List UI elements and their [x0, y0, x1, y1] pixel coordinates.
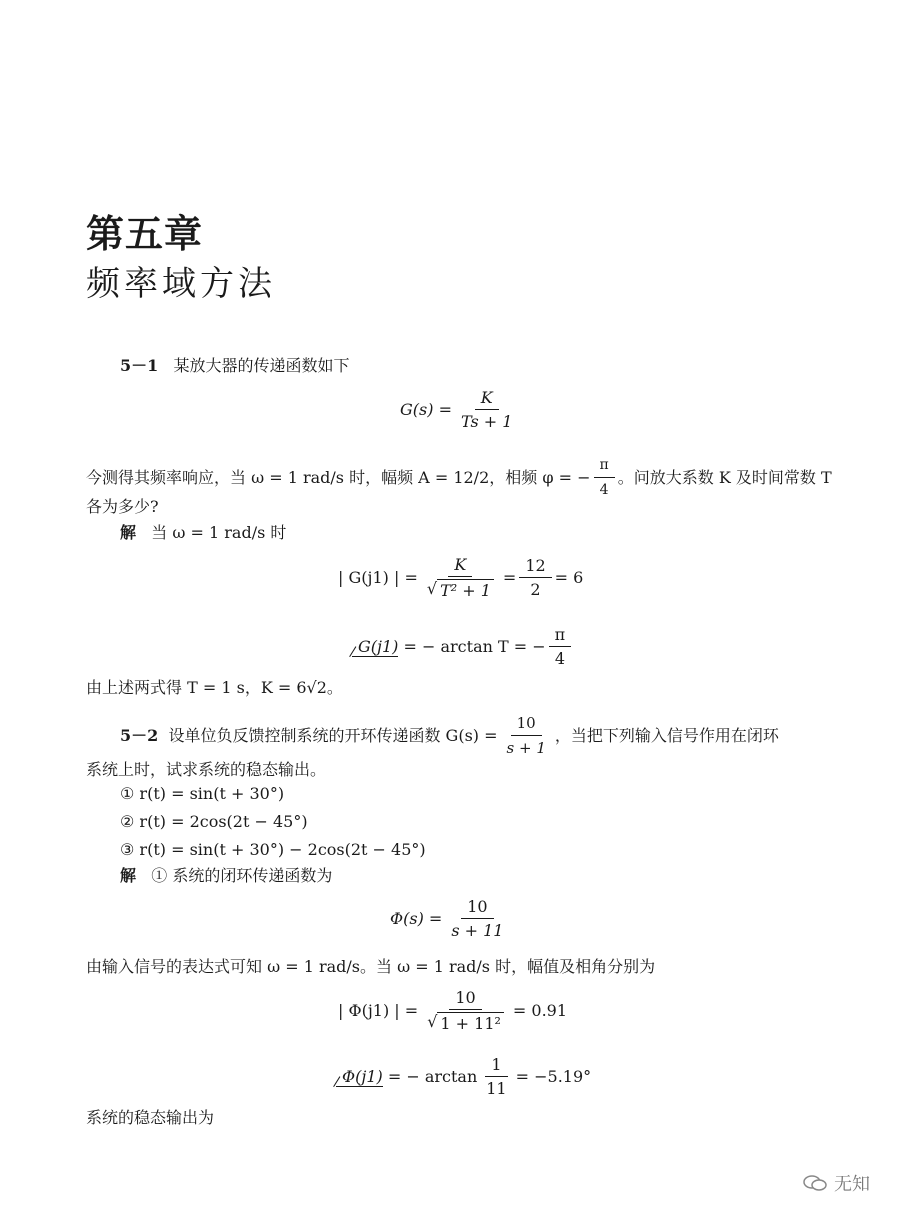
denominator: 2	[530, 580, 541, 599]
angle-symbol: Φ(j1)	[336, 1067, 383, 1087]
fraction	[501, 713, 552, 758]
solution-5-2	[120, 866, 332, 886]
problem-5-1-line2: 各为多少?	[86, 497, 159, 516]
steady-state-text: 系统的稳态输出为	[86, 1108, 215, 1127]
transfer-function-eq	[400, 388, 521, 431]
equals: =	[502, 568, 517, 587]
numerator: 10	[461, 897, 493, 919]
phase-fraction	[594, 455, 615, 500]
fraction	[455, 388, 518, 431]
eq-lhs: Φ(s) =	[390, 909, 443, 928]
frequency-text: 由输入信号的表达式可知 ω = 1 rad/s。当 ω = 1 rad/s 时，幅值及相角分别为	[86, 957, 656, 976]
watermark	[802, 1170, 870, 1196]
solution-text: ① 系统的闭环传递函数为	[151, 866, 333, 885]
closed-loop-angle-eq	[336, 1055, 591, 1098]
eq-lhs: | G(j1) | =	[338, 568, 418, 587]
closed-loop-eq	[390, 897, 512, 940]
radicand: T² + 1	[437, 579, 494, 600]
solution-5-1	[120, 523, 286, 543]
denominator: Ts + 1	[460, 412, 513, 431]
problem-5-1-line1	[86, 455, 832, 500]
solution-label: 解	[120, 523, 137, 542]
radicand: 1 + 11²	[437, 1012, 504, 1033]
result: = −5.19°	[515, 1067, 592, 1086]
denominator: s + 1	[506, 739, 546, 757]
eq-mid: = − arctan	[387, 1067, 478, 1086]
fraction	[421, 988, 510, 1033]
result: = 6	[554, 568, 584, 587]
list-item: ② r(t) = 2cos(2t − 45°)	[120, 812, 308, 831]
text-segment: ，当把下列输入信号作用在闭环	[554, 725, 779, 745]
problem-5-2-heading	[120, 713, 779, 758]
magnitude-eq	[338, 555, 583, 600]
denominator: √ 1 + 11²	[421, 1010, 510, 1033]
numerator: 12	[519, 556, 551, 578]
denominator: 11	[486, 1079, 507, 1098]
eq-mid: = − arctan T = −	[403, 637, 546, 656]
numerator: π	[594, 455, 615, 478]
fraction	[549, 625, 572, 668]
problem-text: 某放大器的传递函数如下	[173, 356, 350, 375]
solution-text: 当 ω = 1 rad/s 时	[151, 523, 287, 542]
wechat-icon	[802, 1174, 828, 1192]
numerator: 10	[449, 988, 481, 1010]
numerator: K	[475, 388, 499, 410]
text-segment: 设单位负反馈控制系统的开环传递函数 G(s) =	[168, 725, 498, 745]
numerator: π	[549, 625, 572, 647]
chapter-number: 第五章	[86, 212, 204, 256]
angle-eq	[352, 625, 574, 668]
text-segment: 。问放大系数 K 及时间常数 T	[617, 467, 832, 487]
list-item: ① r(t) = sin(t + 30°)	[120, 784, 285, 803]
numerator: 10	[511, 713, 542, 736]
angle-symbol: G(j1)	[352, 637, 398, 657]
problem-number: 5－1	[120, 356, 159, 375]
result: = 0.91	[512, 1001, 568, 1020]
conclusion-5-1: 由上述两式得 T = 1 s，K = 6√2。	[86, 678, 343, 697]
numerator: K	[448, 555, 472, 577]
denominator: 4	[599, 482, 609, 498]
fraction	[421, 555, 500, 600]
fraction	[445, 897, 509, 940]
problem-number: 5－2	[120, 725, 159, 745]
problem-5-1-heading	[120, 356, 350, 376]
denominator: s + 11	[451, 921, 504, 940]
eq-lhs: G(s) =	[400, 400, 452, 419]
fraction	[480, 1055, 512, 1098]
text-segment: 今测得其频率响应，当 ω = 1 rad/s 时，幅频 A = 12/2，相频 φ = −	[86, 467, 591, 487]
denominator: 4	[554, 649, 565, 668]
list-item: ③ r(t) = sin(t + 30°) − 2cos(2t − 45°)	[120, 840, 426, 859]
solution-label: 解	[120, 866, 137, 885]
denominator: √ T² + 1	[421, 577, 500, 600]
fraction	[519, 556, 551, 599]
closed-loop-magnitude-eq	[338, 988, 567, 1033]
watermark-text: 无知	[834, 1174, 870, 1195]
chapter-title: 频率域方法	[86, 264, 276, 304]
numerator: 1	[485, 1055, 507, 1077]
eq-lhs: | Φ(j1) | =	[338, 1001, 419, 1020]
problem-5-2-line2: 系统上时，试求系统的稳态输出。	[86, 760, 327, 779]
